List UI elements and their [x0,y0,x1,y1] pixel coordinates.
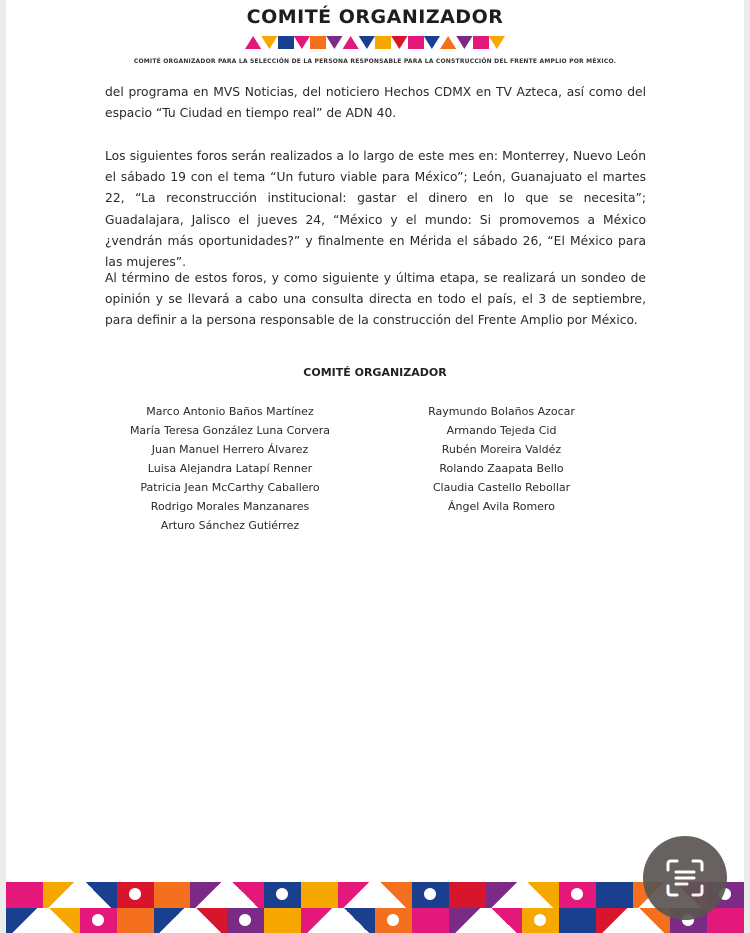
strip-segment [245,36,261,49]
band-tile [301,882,338,908]
band-tile [449,908,486,933]
band-dot [276,888,288,900]
strip-segment [359,36,375,49]
committee-member: Marco Antonio Baños Martínez [146,405,314,418]
band-tile [412,908,449,933]
band-tile [190,908,227,933]
band-tile [80,908,117,933]
strip-segment [408,36,424,49]
strip-segment [424,36,440,49]
band-dot [129,888,141,900]
committee-member: Raymundo Bolaños Azocar [428,405,575,418]
committee-heading: COMITÉ ORGANIZADOR [303,366,447,379]
band-tile [6,908,43,933]
band-tile [80,882,117,908]
strip-segment [278,36,294,49]
band-tile [227,908,264,933]
strip-segment [391,36,407,49]
committee-members-left [90,402,370,535]
document-title: COMITÉ ORGANIZADOR [246,6,504,28]
band-tile [596,908,633,933]
band-dot [387,914,399,926]
band-tile [338,882,375,908]
band-tile [522,908,559,933]
strip-segment [310,36,326,49]
band-tile [338,908,375,933]
committee-member: Luisa Alejandra Latapí Renner [147,462,313,475]
committee-member: Rolando Zaapata Bello [439,462,564,475]
band-tile [227,882,264,908]
band-tile [117,882,154,908]
committee-member: Arturo Sánchez Gutiérrez [160,519,300,532]
live-text-scan-button[interactable] [643,836,727,920]
strip-segment [489,36,505,49]
band-tile [264,908,301,933]
document-subtitle: COMITÉ ORGANIZADOR PARA LA SELECCIÓN DE LA PERSONA RESPONSABLE PARA LA CONSTRUCCIÓN DEL FRENTE AMPLIO POR MÉXICO. [133,58,617,65]
committee-member: María Teresa González Luna Corvera [129,424,331,437]
band-tile [559,882,596,908]
committee-member: Ángel Avila Romero [448,500,555,513]
band-tile [301,908,338,933]
paragraph-consultation: Al término de estos foros, y como siguiente y última etapa, se realizará un sondeo de opinión y se llevará a cabo una consulta directa en todo el país, el 3 de septiembre, para definir a la persona responsable de la construcción del Frente Amplio por México. [105,271,646,328]
committee-member: Juan Manuel Herrero Álvarez [151,443,309,456]
band-tile [154,882,191,908]
paragraph-forums: Los siguientes foros serán realizados a lo largo de este mes en: Monterrey, Nuevo León el sábado 19 con el tema “Un futuro viable para México”; León, Guanajuato el martes 22, “La reconstrucción institucional: gastar el dinero en lo que se necesita”; Guadalajara, Jalisco el jueves 24, “México y el mundo: Si promovemos a México ¿vendrán más oportunidades?” y finalmente en Mérida el sábado 26, “El México para las mujeres”. [105,149,646,270]
band-dot [424,888,436,900]
committee-member: Armando Tejeda Cid [446,424,557,437]
band-tile [596,882,633,908]
band-dot [534,914,546,926]
band-tile [486,908,523,933]
paragraph-media: del programa en MVS Noticias, del noticiero Hechos CDMX en TV Azteca, así como del espacio “Tu Ciudad en tiempo real” de ADN 40. [105,85,646,121]
strip-segment [375,36,391,49]
strip-segment [261,36,277,49]
band-tile [43,908,80,933]
band-tile [375,908,412,933]
document-page [6,0,744,933]
band-tile [412,882,449,908]
band-tile [707,908,744,933]
committee-members-right [394,402,609,516]
band-tile [6,882,43,908]
band-tile [264,882,301,908]
band-tile [190,882,227,908]
band-tile [117,908,154,933]
band-dot [92,914,104,926]
band-tile [449,882,486,908]
band-tile [522,882,559,908]
strip-segment [294,36,310,49]
strip-segment [326,36,342,49]
band-dot [239,914,251,926]
document-scan-icon [665,858,705,898]
committee-member: Claudia Castello Rebollar [432,481,571,494]
committee-member: Rodrigo Morales Manzanares [150,500,310,513]
band-tile [559,908,596,933]
header-color-strip [245,36,505,49]
committee-member: Patricia Jean McCarthy Caballero [140,481,320,494]
band-tile [486,882,523,908]
band-tile [154,908,191,933]
strip-segment [343,36,359,49]
strip-segment [473,36,489,49]
band-dot [571,888,583,900]
strip-segment [456,36,472,49]
strip-segment [440,36,456,49]
committee-member: Rubén Moreira Valdéz [441,443,562,456]
band-tile [375,882,412,908]
footer-decorative-band [6,882,744,933]
band-tile [43,882,80,908]
